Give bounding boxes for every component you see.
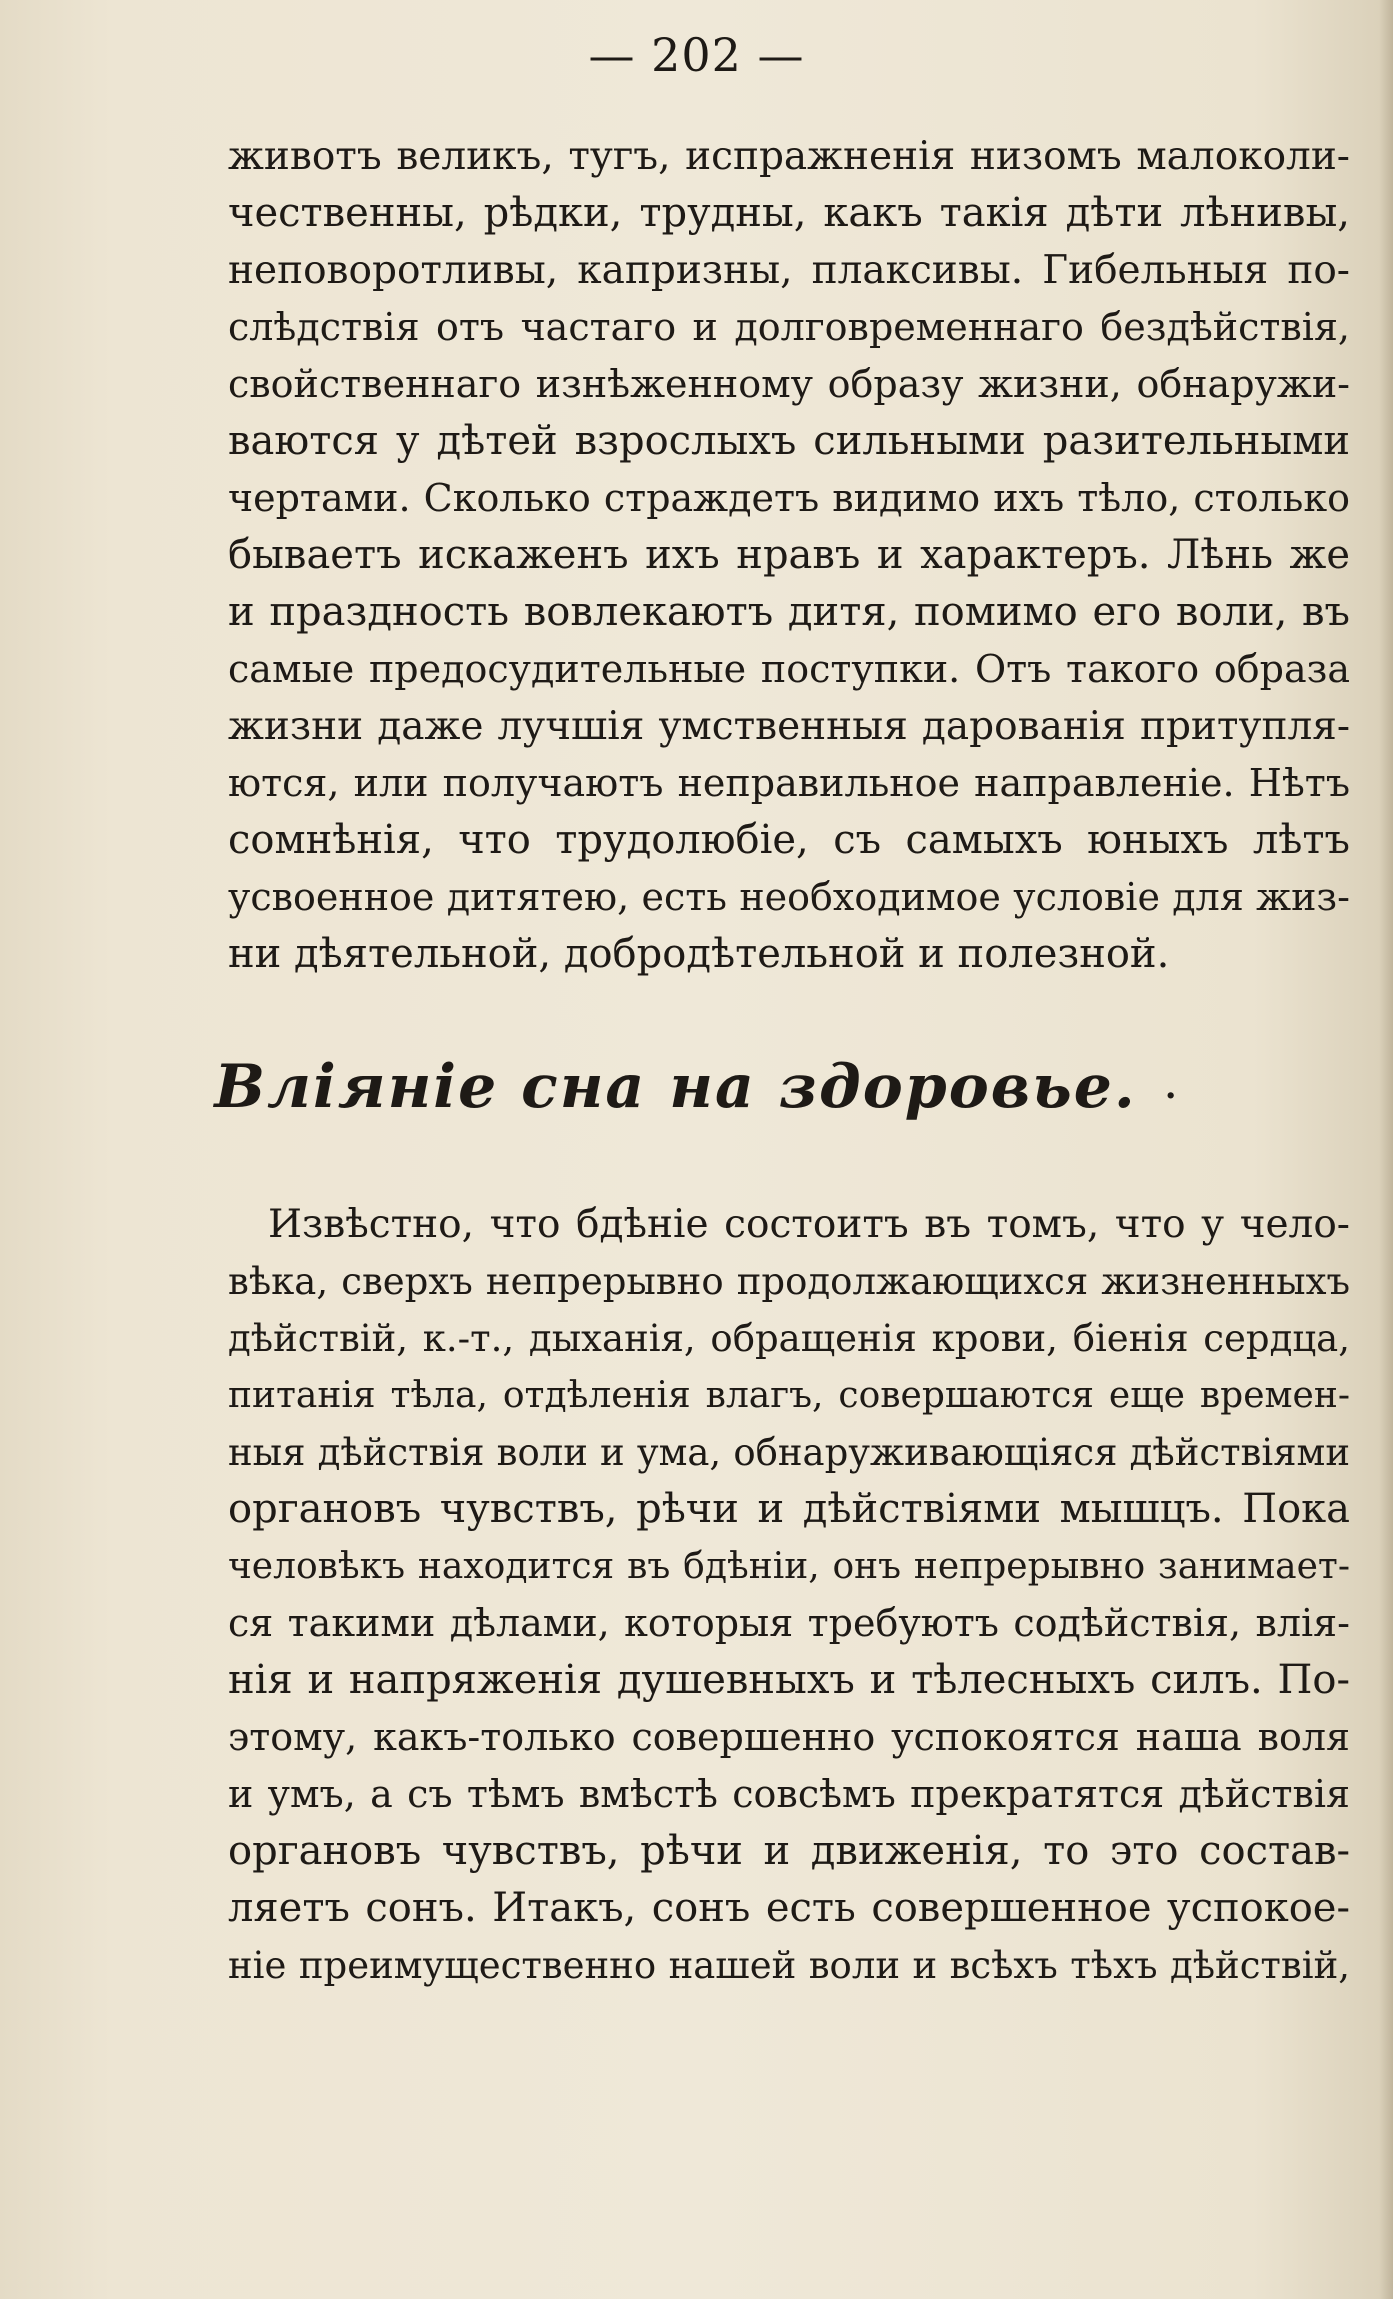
paragraph-upbringing <box>228 128 1350 983</box>
text-line: свойственнаго изнѣженному образу жизни, обнаружи- <box>228 362 1350 406</box>
text-line: чертами. Сколько страждетъ видимо ихъ тѣло, столько <box>228 476 1350 520</box>
text-line: животъ великъ, тугъ, испражненія низомъ малоколи- <box>228 134 1350 179</box>
text-line: ныя дѣйствія воли и ума, обнаруживающіяся дѣйствіями <box>228 1431 1350 1474</box>
text-line: жизни даже лучшія умственныя дарованія притупля- <box>228 704 1350 749</box>
heading-mark: · <box>1164 1076 1179 1116</box>
text-line: ляетъ сонъ. Итакъ, сонъ есть совершенное успокое- <box>228 1885 1350 1931</box>
text-line: ются, или получаютъ неправильное направленіе. Нѣтъ <box>228 761 1350 805</box>
page-edge-shadow <box>1379 0 1393 2299</box>
text-line: самые предосудительные поступки. Отъ такого образа <box>228 647 1350 691</box>
text-line: неповоротливы, капризны, плаксивы. Гибельныя по- <box>228 248 1350 293</box>
page-number: — 202 — <box>588 28 805 82</box>
section-heading <box>0 1052 1393 1122</box>
text-line: и праздность вовлекаютъ дитя, помимо его воли, въ <box>228 589 1350 635</box>
text-line: вѣка, сверхъ непрерывно продолжающихся жизненныхъ <box>228 1260 1350 1303</box>
text-line: человѣкъ находится въ бдѣніи, онъ непрерывно занимает- <box>228 1546 1350 1587</box>
text-line: ни дѣятельной, добродѣтельной и полезной. <box>228 931 1170 977</box>
text-line: дѣйствій, к.-т., дыханія, обращенія крови, біенія сердца, <box>228 1317 1350 1360</box>
text-line: усвоенное дитятею, есть необходимое условіе для жиз- <box>228 875 1350 919</box>
section-title: Вліяніе сна на здоровье. <box>214 1052 1137 1122</box>
text-line: ваются у дѣтей взрослыхъ сильными разительными <box>228 418 1350 464</box>
text-line: ніе преимущественно нашей воли и всѣхъ тѣхъ дѣйствій, <box>228 1944 1350 1987</box>
text-line: Извѣстно, что бдѣніе состоитъ въ томъ, что у чело- <box>268 1202 1350 1247</box>
text-line: органовъ чувствъ, рѣчи и движенія, то это состав- <box>228 1828 1350 1874</box>
text-line: этому, какъ-только совершенно успокоятся наша воля <box>228 1715 1350 1759</box>
text-line: нія и напряженія душевныхъ и тѣлесныхъ силъ. По- <box>228 1657 1350 1703</box>
text-line: сомнѣнія, что трудолюбіе, съ самыхъ юныхъ лѣтъ <box>228 817 1350 863</box>
text-line: органовъ чувствъ, рѣчи и дѣйствіями мышцъ. Пока <box>228 1486 1350 1532</box>
text-line: ся такими дѣлами, которыя требуютъ содѣйствія, влія- <box>228 1601 1350 1645</box>
text-line: и умъ, а съ тѣмъ вмѣстѣ совсѣмъ прекратятся дѣйствія <box>228 1772 1350 1816</box>
text-line: бываетъ искаженъ ихъ нравъ и характеръ. Лѣнь же <box>228 532 1350 578</box>
text-line: чественны, рѣдки, трудны, какъ такія дѣти лѣнивы, <box>228 190 1350 236</box>
text-line: слѣдствія отъ частаго и долговременнаго бездѣйствія, <box>228 305 1350 349</box>
text-line: питанія тѣла, отдѣленія влагъ, совершаются еще времен- <box>228 1375 1350 1416</box>
paragraph-sleep <box>228 1196 1350 1994</box>
